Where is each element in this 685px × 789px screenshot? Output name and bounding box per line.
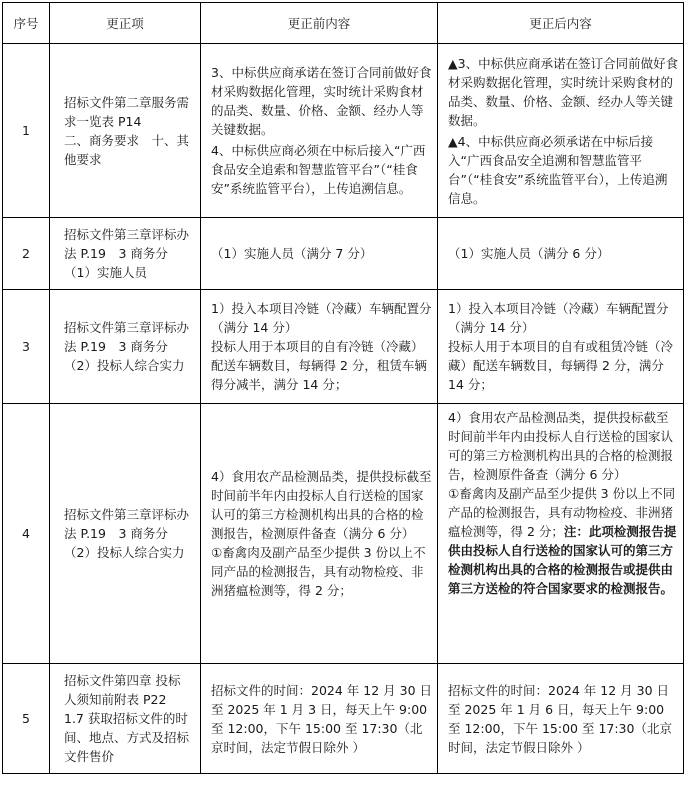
row-after: [438, 44, 684, 218]
before-para: 4）食用农产品检测品类，提供投标截至时间前半年内由投标人自行送检的国家认可的第三方检测机构出具的合格的检测报告，检测原件备查（满分 6 分）: [211, 469, 432, 541]
row-seq: 1: [3, 44, 50, 218]
after-para: 1）投入本项目冷链（冷藏）车辆配置分（满分 14 分）: [448, 301, 669, 335]
after-para: 招标文件的时间：2024 年 12 月 30 日至 2025 年 1 月 6 日，每天上午 9:00 至 12:00，下午 15:00 至 17:30（北京时间，法定节假日除外 ）: [448, 682, 672, 755]
item-line: 招标文件第三章评标办法 P.19 3 商务分（1）实施人员: [64, 227, 190, 280]
before-para: 投标人用于本项目的自有冷链（冷藏）配送车辆数目，每辆得 2 分，租赁车辆得分减半，满分 14 分；: [211, 339, 427, 392]
row-item: [50, 218, 201, 290]
table-header-row: [3, 3, 684, 44]
after-para: 投标人用于本项目的自有或租赁冷链（冷藏）配送车辆数目，每辆得 2 分，满分 14 分；: [448, 339, 674, 392]
row-after: [438, 404, 684, 664]
before-para: （1）实施人员（满分 7 分）: [211, 246, 373, 261]
table-row: [3, 44, 684, 218]
item-line: 招标文件第二章服务需求一览表 P14: [64, 94, 190, 129]
table-row: [3, 404, 684, 664]
before-para: 招标文件的时间：2024 年 12 月 30 日至 2025 年 1 月 3 日，每天上午 9:00 至 12:00，下午 15:00 至 17:30（北京时间，法定节假日除外 ）: [211, 682, 432, 755]
row-item: [50, 44, 201, 218]
before-para: 4、中标供应商必须在中标后接入“广西食品安全追索和智慧监管平台”（“桂食安”系统监管平台），上传追溯信息。: [211, 143, 426, 196]
before-para: 1）投入本项目冷链（冷藏）车辆配置分（满分 14 分）: [211, 301, 432, 335]
after-para: ①畜禽肉及副产品至少提供 3 份以上不同产品的检测报告，具有动物检疫、非洲猪瘟检测等，得 2 分；: [448, 486, 676, 539]
after-para: ▲3、中标供应商承诺在签订合同前做好食材采购数据化管理，实时统计采购食材的品类、数量、价格、金额、经办人等关键数据。: [448, 55, 679, 128]
before-para: 3、中标供应商承诺在签订合同前做好食材采购数据化管理，实时统计采购食材的品类、数量、价格、金额、经办人等关键数据。: [211, 65, 432, 137]
item-line: 二、商务要求 十、其他要求: [64, 132, 190, 167]
row-after: [438, 290, 684, 404]
header-seq: 序号: [3, 3, 50, 44]
before-para: ①畜禽肉及副产品至少提供 3 份以上不同产品的检测报告，具有动物检疫、非洲猪瘟检测等，得 2 分；: [211, 545, 426, 598]
row-before: [201, 290, 438, 404]
after-para: （1）实施人员（满分 6 分）: [448, 246, 610, 261]
header-item: 更正项: [50, 3, 201, 44]
after-note-bold: 注：此项检测报告提供由投标人自行送检的国家认可的第三方检测机构出具的合格的检测报告或提供由第三方送检的符合国家要求的检测报告。: [448, 524, 677, 596]
row-before: [201, 44, 438, 218]
correction-table: [2, 2, 684, 774]
header-after: 更正后内容: [438, 3, 684, 44]
row-after: [438, 664, 684, 774]
row-seq: 5: [3, 664, 50, 774]
item-line: 招标文件第三章评标办法 P.19 3 商务分（2）投标人综合实力: [64, 507, 190, 560]
table-row: [3, 218, 684, 290]
row-seq: 3: [3, 290, 50, 404]
row-item: [50, 290, 201, 404]
table-row: [3, 664, 684, 774]
row-seq: 4: [3, 404, 50, 664]
row-item: [50, 664, 201, 774]
row-before: [201, 664, 438, 774]
row-item: [50, 404, 201, 664]
item-line: 招标文件第四章 投标人须知前附表 P22 1.7 获取招标文件的时间、地点、方式及招标文件售价: [64, 673, 190, 764]
table-row: [3, 290, 684, 404]
row-before: [201, 218, 438, 290]
after-para: 4）食用农产品检测品类，提供投标截至时间前半年内由投标人自行送检的国家认可的第三方检测机构出具的合格的检测报告，检测原件备查（满分 6 分）: [448, 410, 674, 482]
row-seq: 2: [3, 218, 50, 290]
after-para: ▲4、中标供应商必须承诺在中标后接入“广西食品安全追溯和智慧监管平台”（“桂食安”系统监管平台），上传追溯信息。: [448, 133, 668, 206]
header-before: 更正前内容: [201, 3, 438, 44]
item-line: 招标文件第三章评标办法 P.19 3 商务分（2）投标人综合实力: [64, 320, 190, 373]
row-after: [438, 218, 684, 290]
row-before: [201, 404, 438, 664]
